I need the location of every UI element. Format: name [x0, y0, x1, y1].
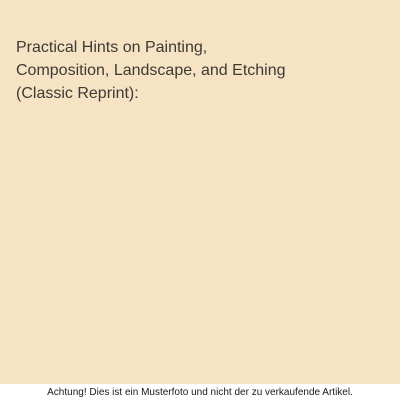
notice-strip	[0, 384, 400, 400]
sample-photo-notice: Achtung! Dies ist ein Musterfoto und nicht der zu verkaufende Artikel.	[47, 387, 353, 398]
book-title: Practical Hints on Painting, Composition, Landscape, and Etching (Classic Reprint):	[16, 39, 286, 102]
